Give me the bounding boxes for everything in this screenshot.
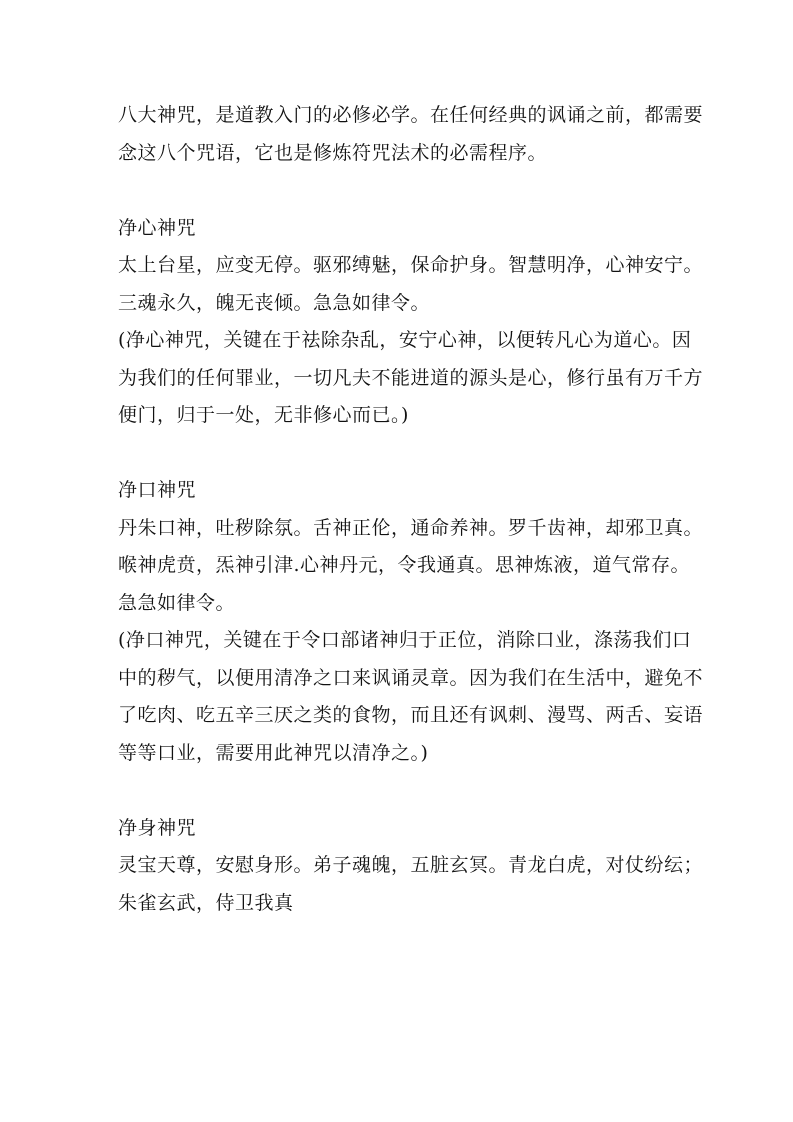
- spacer: [118, 435, 678, 473]
- incantation-line: 灵宝天尊，安慰身形。弟子魂魄，五脏玄冥。青龙白虎，对仗纷纭；: [118, 854, 704, 876]
- commentary-line: (净口神咒，关键在于令口部诸神归于正位，消除口业，涤荡我们口: [118, 629, 692, 651]
- commentary-line: 等等口业，需要用此神咒以清净之。): [118, 741, 429, 764]
- commentary-line: 便门，归于一处，无非修心而已。): [118, 404, 409, 426]
- incantation-line: 太上台星，应变无停。驱邪缚魅，保命护身。智慧明净，心神安宁。: [118, 254, 704, 276]
- commentary-line: 中的秽气，以便用清净之口来讽诵灵章。因为我们在生活中，避免不: [118, 666, 704, 689]
- incantation-line: 朱雀玄武，侍卫我真: [118, 891, 294, 914]
- intro-line: 八大神咒，是道教入门的必修必学。在任何经典的讽诵之前，都需要: [118, 104, 704, 126]
- spacer: [118, 172, 678, 210]
- section-title: 净心神咒: [118, 216, 197, 239]
- spacer: [118, 772, 678, 810]
- incantation-line: 丹朱口神，吐秽除氛。舌神正伦，通命养神。罗千齿神，却邪卫真。: [118, 516, 704, 539]
- commentary-line: 为我们的任何罪业，一切凡夫不能进道的源头是心，修行虽有万千方: [118, 366, 704, 389]
- incantation-line: 急急如律令。: [118, 591, 236, 614]
- incantation-line: 喉神虎贲，炁神引津.心神丹元，令我通真。思神炼液，道气常存。: [118, 554, 691, 576]
- intro-line: 念这八个咒语，它也是修炼符咒法术的必需程序。: [118, 141, 548, 164]
- commentary-line: (净心神咒，关键在于祛除杂乱，安宁心神，以便转凡心为道心。因: [118, 329, 692, 351]
- section-title: 净身神咒: [118, 816, 197, 839]
- document-page: [118, 97, 704, 922]
- commentary-line: 了吃肉、吃五辛三厌之类的食物，而且还有讽刺、漫骂、两舌、妄语: [118, 704, 704, 726]
- section-title: 净口神咒: [118, 479, 197, 501]
- incantation-line: 三魂永久，魄无丧倾。急急如律令。: [118, 291, 431, 314]
